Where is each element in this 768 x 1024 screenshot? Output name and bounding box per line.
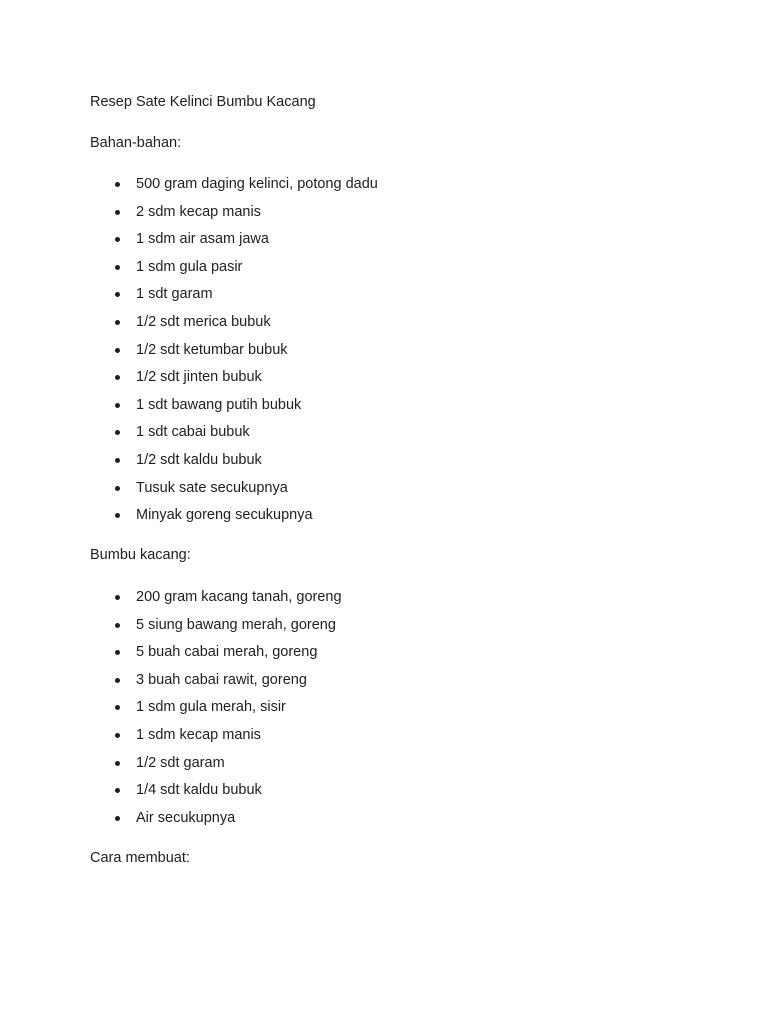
bullet-icon — [115, 320, 120, 325]
bullet-icon — [115, 210, 120, 215]
bullet-icon — [115, 678, 120, 683]
bullet-icon — [115, 458, 120, 463]
section-heading-peanut-sauce: Bumbu kacang: — [90, 547, 191, 563]
bullet-icon — [115, 403, 120, 408]
bullet-icon — [115, 292, 120, 297]
bullet-icon — [115, 513, 120, 518]
bullet-icon — [115, 788, 120, 793]
bullet-icon — [115, 348, 120, 353]
bullet-icon — [115, 816, 120, 821]
bullet-icon — [115, 265, 120, 270]
bullet-icon — [115, 761, 120, 766]
bullet-icon — [115, 182, 120, 187]
recipe-title: Resep Sate Kelinci Bumbu Kacang — [90, 94, 316, 110]
bullet-icon — [115, 237, 120, 242]
bullet-icon — [115, 733, 120, 738]
bullet-icon — [115, 375, 120, 380]
bullet-icon — [115, 623, 120, 628]
document-page: Resep Sate Kelinci Bumbu Kacang Bahan-bahan: 500 gram daging kelinci, potong dadu 2 sdm kecap manis 1 sdm air asam jawa 1 sdm gula pasir 1 sdt garam 1/2 sdt merica bubuk 1/2 sdt ketumbar bubuk 1/2 sdt jinten bubuk 1 sdt bawang putih bubuk 1 sdt cabai bubuk 1/2 sdt kaldu bubuk Tusuk sate secukupnya Minyak goreng secukupnya Bumbu kacang: 200 gram kacang tanah, goreng 5 siung bawang merah, goreng 5 buah cabai merah, goreng 3 buah cabai rawit, goreng 1 sdm gula merah, sisir 1 sdm kecap manis 1/2 sdt garam 1/4 sdt kaldu bubuk Air secukupnya Cara membuat: — [90, 94, 378, 866]
bullet-icon — [115, 430, 120, 435]
bullet-icon — [115, 486, 120, 491]
bullet-icon — [115, 650, 120, 655]
section-heading-instructions: Cara membuat: — [90, 850, 190, 866]
bullet-icon — [115, 705, 120, 710]
section-heading-ingredients: Bahan-bahan: — [90, 135, 182, 151]
bullet-icon — [115, 595, 120, 600]
